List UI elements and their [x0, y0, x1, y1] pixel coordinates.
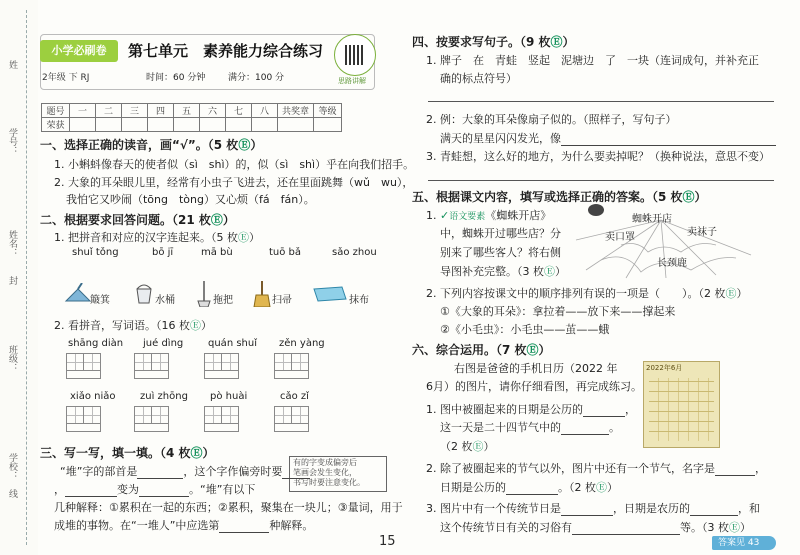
- grid-frame: [204, 406, 239, 432]
- score-cell[interactable]: [200, 118, 226, 132]
- margin-label-class: 班级：: [7, 345, 17, 372]
- score-header: 六: [200, 104, 226, 118]
- score-header: 五: [174, 104, 200, 118]
- margin-label-student-id: 学号：: [7, 128, 17, 155]
- answer-blank[interactable]: [137, 466, 183, 479]
- s5-option-1: ①《大象的耳朵》：拿拉着——放下来——撑起来: [440, 305, 676, 318]
- s3-line-3: 几种解释：①累积在一起的东西；②累积，聚集在一块儿；③量词，用于: [54, 501, 403, 514]
- s1-question-1: 1. 小蝌蚪像春天的使者似（sì shì）的，似（sì shì）乎在向我们招手。: [54, 158, 415, 171]
- s6-text: ，: [625, 403, 636, 416]
- score-header: 四: [148, 104, 174, 118]
- qr-label: 思路讲解: [338, 77, 366, 85]
- s6-intro-a: 右图是爸爸的手机日历（2022 年: [454, 362, 618, 375]
- score-cell[interactable]: [148, 118, 174, 132]
- answer-blank[interactable]: [139, 484, 189, 497]
- grid-frame: [274, 406, 309, 432]
- margin-label-line: 线: [7, 489, 17, 498]
- s4-question-2a: 2. 例：大象的耳朵像扇子似的。（照样子，写句子）: [426, 113, 677, 126]
- s1-question-2b: 我怕它又吵闹（tōng tòng）又心烦（fá fán）。: [66, 193, 315, 206]
- medal-icon: Ⓔ: [550, 35, 563, 49]
- section-1-title-text: 一、选择正确的读音，画“√”。（5 枚: [40, 138, 239, 152]
- medal-icon: Ⓔ: [544, 265, 555, 278]
- medal-icon: Ⓔ: [472, 440, 484, 453]
- answer-blank[interactable]: [506, 482, 558, 495]
- s6-text: 。（2 枚: [558, 481, 596, 494]
- s5-text: 导图补充完整。（3 枚: [440, 265, 544, 278]
- answer-blank[interactable]: [690, 503, 738, 516]
- score-header: 二: [96, 104, 122, 118]
- s5-question-1d: 导图补充完整。（3 枚Ⓔ）: [440, 265, 566, 278]
- grid-frame: [134, 353, 169, 379]
- s6-text: 日期是公历的: [440, 481, 506, 494]
- s6-text: 这一天是二十四节气中的: [440, 421, 561, 434]
- answer-blank[interactable]: [583, 404, 625, 417]
- score-cell[interactable]: [96, 118, 122, 132]
- page-number: 15: [379, 534, 396, 549]
- s3-text: 。“堆”有以下: [189, 483, 256, 496]
- qr-code-icon[interactable]: [334, 34, 376, 76]
- grid-frame: [66, 406, 101, 432]
- s6-text: （2 枚: [440, 440, 473, 453]
- answer-blank[interactable]: [219, 520, 269, 533]
- score-header: 题号: [42, 104, 70, 118]
- section-4-title: 四、按要求写句子。（9 枚Ⓔ）: [412, 35, 575, 49]
- calendar-image: [643, 361, 720, 448]
- s3-text: 成堆的事物。在“一堆人”中应选第: [54, 519, 220, 532]
- medal-icon: Ⓔ: [725, 287, 737, 300]
- score-header: 三: [122, 104, 148, 118]
- section-2-title-text: 二、根据要求回答问题。（21 枚: [40, 213, 211, 227]
- grid-pinyin: cǎo zǐ: [280, 391, 309, 402]
- pinyin-word: tuō bǎ: [269, 247, 302, 258]
- medal-icon: Ⓔ: [190, 446, 203, 460]
- s2-question-1-text: 1. 把拼音和对应的汉字连起来。（5 枚: [54, 231, 238, 244]
- time-limit: 时间：60 分钟: [146, 73, 206, 83]
- s4-text: 满天的星星闪闪发光，像: [440, 132, 561, 145]
- pinyin-word: sǎo zhou: [332, 247, 377, 258]
- medal-icon: Ⓔ: [238, 138, 251, 152]
- margin-label-seal: 封: [7, 276, 17, 285]
- answer-blank[interactable]: [572, 522, 680, 535]
- medal-icon: Ⓔ: [596, 481, 607, 494]
- check-icon: ✓: [440, 209, 450, 222]
- medal-icon: Ⓔ: [526, 343, 539, 357]
- grid-pinyin: xiǎo niǎo: [70, 391, 116, 402]
- calendar-title: 2022年6月: [646, 364, 683, 372]
- score-header: 共奖章: [278, 104, 314, 118]
- grid-pinyin: shāng diàn: [68, 338, 124, 349]
- score-header: 等级: [314, 104, 342, 118]
- s4-question-3: 3. 青蛙想，这么好的地方，为什么要卖掉呢？（换种说法，意思不变）: [426, 150, 770, 163]
- grid-frame: [66, 353, 101, 379]
- s3-text: ，: [54, 483, 65, 496]
- answer-line[interactable]: [428, 101, 774, 102]
- s5-text: 《蜘蛛开店》: [485, 209, 552, 222]
- tag-label: 语文要素: [449, 212, 486, 222]
- score-cell[interactable]: [70, 118, 96, 132]
- section-5-title: 五、根据课文内容，填写或选择正确的答案。（5 枚Ⓔ）: [412, 190, 707, 204]
- s6-question-3d: 这个传统节日有关的习俗有 等。（3 枚Ⓔ）: [440, 521, 751, 534]
- grade-label: 2年级 下 RJ: [42, 73, 90, 83]
- s4-question-2b: [440, 130, 776, 146]
- answer-blank[interactable]: [65, 484, 117, 497]
- answer-blank[interactable]: [561, 422, 609, 435]
- s6-intro-b: 6月）的图片，请你仔细看图，再完成练习。: [426, 380, 642, 393]
- s5-question-1b: 中，蜘蛛开过哪些店？分: [440, 227, 561, 240]
- s6-text: 等。（3 枚: [680, 521, 729, 534]
- s5-question-1c: 别来了哪些客人？将右侧: [440, 246, 561, 259]
- s6-text: 2. 除了被圈起来的节气以外，图片中还有一个节气，名字是: [426, 462, 715, 475]
- s6-text: 3. 图片中有一个传统节日是: [426, 502, 561, 515]
- full-score: 满分：100 分: [228, 73, 285, 83]
- section-1-title: 一、选择正确的读音，画“√”。（5 枚Ⓔ）: [40, 138, 263, 152]
- s3-text: “堆”字的部首是: [60, 465, 138, 478]
- s3-text: 变为: [117, 483, 139, 496]
- pinyin-word: shuǐ tǒng: [72, 247, 119, 258]
- pic-label: 簸箕: [90, 295, 110, 306]
- s5-question-2: 2. 下列内容按课文中的顺序排列有误的一项是（ ）。（2 枚Ⓔ）: [426, 287, 748, 300]
- s6-text: 这个传统节日有关的习俗有: [440, 521, 572, 534]
- s5-option-2: ②《小毛虫》：小毛虫——茧——蛾: [440, 323, 610, 336]
- s6-question-1e: （2 枚Ⓔ）: [440, 440, 495, 453]
- tip-line: 笔画会发生变化，: [293, 468, 357, 477]
- section-5-title-text: 五、根据课文内容，填写或选择正确的答案。（5 枚: [412, 190, 683, 204]
- s6-text: ，日期是农历的: [613, 502, 690, 515]
- score-header: 八: [252, 104, 278, 118]
- section-3-title: 三、写一写，填一填。（4 枚Ⓔ）: [40, 446, 215, 460]
- margin-label-school: 学校：: [7, 453, 17, 480]
- web-label: 长颈鹿: [657, 258, 687, 269]
- section-6-title-text: 六、综合运用。（7 枚: [412, 343, 527, 357]
- medal-icon: Ⓔ: [729, 521, 740, 534]
- s2-question-2: 2. 看拼音，写词语。（16 枚Ⓔ）: [54, 319, 212, 332]
- pic-label: 抹布: [349, 295, 369, 306]
- web-label: 卖口罩: [605, 232, 635, 243]
- score-cell[interactable]: [174, 118, 200, 132]
- grid-frame: [204, 353, 239, 379]
- pic-label: 扫帚: [272, 295, 292, 306]
- grid-pinyin: zuì zhōng: [140, 391, 188, 402]
- brand-badge: 小学必刷卷: [40, 40, 118, 62]
- medal-icon: Ⓔ: [238, 231, 249, 244]
- answer-blank[interactable]: [282, 466, 310, 479]
- tip-line: 有的字变成偏旁后: [293, 458, 357, 467]
- web-label: 卖袜子: [687, 227, 717, 238]
- grid-pinyin: zěn yàng: [279, 338, 325, 349]
- s3-text: 种解释。: [269, 519, 314, 532]
- pinyin-word: mā bù: [201, 247, 233, 258]
- pinyin-word: bō jī: [152, 247, 174, 258]
- score-cell[interactable]: [122, 118, 148, 132]
- cloth-icon: [312, 285, 348, 303]
- score-header: 七: [226, 104, 252, 118]
- answer-tab[interactable]: 答案见 43: [712, 536, 776, 550]
- s6-question-1c: [440, 419, 620, 435]
- s6-text: ，和: [738, 502, 760, 515]
- spider-icon: [588, 204, 604, 216]
- answer-blank[interactable]: [561, 133, 776, 146]
- tip-line: 书写时要注意变化。: [293, 478, 365, 487]
- medal-icon: Ⓔ: [210, 213, 223, 227]
- cut-line: [26, 10, 27, 545]
- medal-icon: Ⓔ: [190, 319, 201, 332]
- s3-line-2: [54, 481, 255, 497]
- s1-question-2a: 2. 大象的耳朵眼儿里，经常有小虫子飞进去，还在里面跳舞（wǔ wu），: [54, 176, 414, 189]
- pic-label: 拖把: [213, 295, 233, 306]
- score-cell[interactable]: [278, 118, 314, 132]
- answer-line[interactable]: [428, 180, 774, 181]
- s3-line-1: [60, 463, 310, 479]
- margin-label-top: 姓: [7, 60, 17, 69]
- s4-question-1b: 确的标点符号）: [440, 72, 517, 85]
- s6-question-2a: [426, 460, 766, 476]
- web-label: 蜘蛛开店: [632, 214, 672, 225]
- s5-question-1a: 1. ✓语文要素《蜘蛛开店》: [426, 209, 552, 222]
- s6-text: 1. 图中被圈起来的日期是公历的: [426, 403, 583, 416]
- grid-pinyin: jué dìng: [143, 338, 184, 349]
- margin-label-name: 姓名：: [7, 230, 17, 257]
- section-3-title-text: 三、写一写，填一填。（4 枚: [40, 446, 191, 460]
- dustpan-icon: [64, 283, 92, 305]
- score-cell[interactable]: [314, 118, 342, 132]
- s4-question-1a: 1. 牌子 在 青蛙 竖起 泥塘边 了 一块（连词成句，并补充正: [426, 54, 759, 67]
- broom-icon: [253, 281, 271, 307]
- grid-frame: [274, 353, 309, 379]
- score-table: [41, 103, 342, 132]
- mop-icon: [197, 281, 211, 307]
- answer-blank[interactable]: [561, 503, 613, 516]
- bucket-icon: [134, 283, 154, 305]
- s6-question-3a: [426, 500, 760, 516]
- s6-text: ，: [755, 462, 766, 475]
- s6-question-2c: 日期是公历的 。（2 枚Ⓔ）: [440, 481, 618, 494]
- s3-text: ，这个字作偏旁时要: [183, 465, 283, 478]
- score-header: 一: [70, 104, 96, 118]
- grid-pinyin: pò huài: [210, 391, 248, 402]
- s3-line-4: [54, 517, 313, 533]
- grid-frame: [134, 406, 169, 432]
- section-6-title: 六、综合运用。（7 枚Ⓔ）: [412, 343, 551, 357]
- grid-pinyin: quán shuǐ: [208, 338, 257, 349]
- s5-text: 2. 下列内容按课文中的顺序排列有误的一项是（ ）。（2 枚: [426, 287, 726, 300]
- s6-text: 。: [609, 421, 620, 434]
- score-row-label: 荣获: [42, 118, 70, 132]
- section-2-title: 二、根据要求回答问题。（21 枚Ⓔ）: [40, 213, 235, 227]
- pic-label: 水桶: [155, 295, 175, 306]
- s6-question-1a: [426, 401, 636, 417]
- score-cell[interactable]: [252, 118, 278, 132]
- medal-icon: Ⓔ: [682, 190, 695, 204]
- s2-question-1: 1. 把拼音和对应的汉字连起来。（5 枚Ⓔ）: [54, 231, 260, 244]
- section-4-title-text: 四、按要求写句子。（9 枚: [412, 35, 551, 49]
- score-cell[interactable]: [226, 118, 252, 132]
- page-title: 第七单元 素养能力综合练习: [128, 42, 324, 60]
- answer-blank[interactable]: [715, 463, 755, 476]
- s2-question-2-text: 2. 看拼音，写词语。（16 枚: [54, 319, 190, 332]
